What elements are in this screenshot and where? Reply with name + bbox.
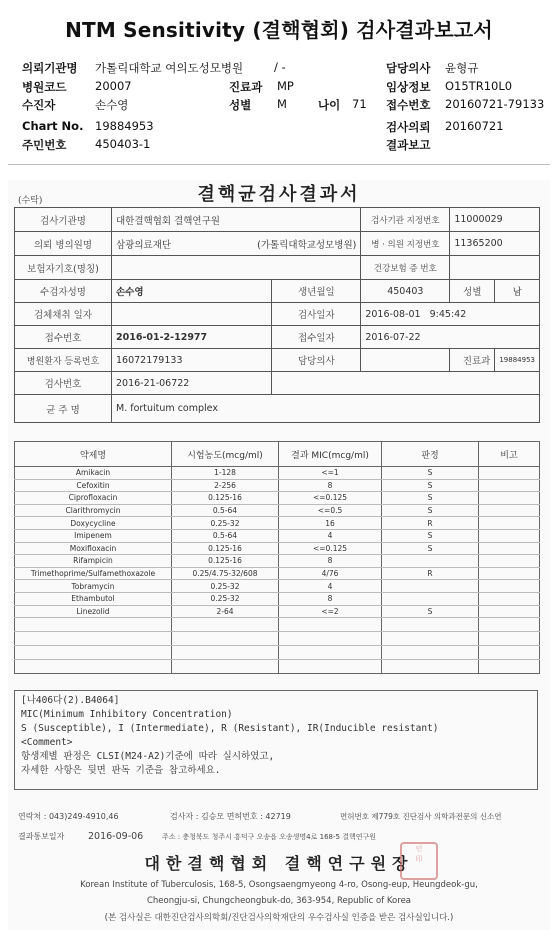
notes-code: [나406다(2).B4064] (21, 695, 120, 706)
mic-cell (479, 467, 540, 480)
species-value: M. fortuitum complex (112, 395, 540, 423)
mic-cell: 0.25/4.75-32/608 (172, 567, 279, 580)
mic-cell (279, 646, 382, 660)
footer-report-date-label: 결과통보일자 (18, 832, 65, 841)
birth-label: 생년월일 (272, 280, 361, 303)
age-value: 71 (352, 97, 367, 111)
mic-cell: 1-128 (172, 467, 279, 480)
mic-cell: Ethambutol (15, 592, 172, 605)
notes-box (14, 690, 538, 790)
recv-date-label: 접수일자 (272, 326, 361, 349)
mic-cell: 0.125-16 (172, 492, 279, 505)
address-en: Cheongju-si, Chungcheongbuk-do, 363-954, Republic of Korea (146, 896, 412, 906)
sex-value: M (277, 97, 287, 111)
mic-row-empty (15, 646, 540, 660)
mic-cell: Moxifloxacin (15, 542, 172, 555)
health-value (450, 256, 540, 280)
mic-cell: Tobramycin (15, 580, 172, 593)
mic-cell: S (382, 605, 479, 618)
mic-cell: 0.25-32 (172, 517, 279, 530)
mic-cell: S (382, 467, 479, 480)
mic-row (15, 567, 540, 580)
mic-cell (279, 618, 382, 632)
insured-label: 보험자기호(명칭) (15, 256, 112, 280)
recv-date-value: 2016-07-22 (361, 326, 540, 349)
req-hosp-sub: (가톨릭대학교성모병원) (257, 239, 357, 251)
species-label: 균 주 명 (15, 395, 112, 423)
mic-cell: 8 (279, 555, 382, 568)
mic-cell: 4 (279, 529, 382, 542)
test-date-cell (361, 303, 540, 326)
mic-cell (479, 492, 540, 505)
mic-cell: S (382, 529, 479, 542)
mic-cell (382, 618, 479, 632)
mic-cell: Clarithromycin (15, 504, 172, 517)
mic-cell (479, 567, 540, 580)
mic-cell (479, 555, 540, 568)
mic-cell (479, 504, 540, 517)
mic-cell: 0.25-32 (172, 592, 279, 605)
notes-comment-2: 자세한 사항은 뒷면 판독 기준을 참고하세요. (21, 765, 221, 776)
mic-header-result: 결과 MIC(mcg/ml) (279, 442, 382, 467)
institute-name-en: Korean Institute of Tuberculosis, 168-5, Osongsaengmyeong 4-ro, Osong-eup, Heungdeok-gu, (80, 880, 478, 890)
mic-cell: R (382, 567, 479, 580)
test-no-value: 2016-21-06722 (112, 372, 272, 395)
mic-cell: Amikacin (15, 467, 172, 480)
mic-cell: S (382, 492, 479, 505)
mic-cell (382, 580, 479, 593)
mic-cell (479, 632, 540, 646)
chart-value: 19884953 (95, 119, 154, 133)
hosp-no-value: 11365200 (450, 232, 540, 256)
mic-table (14, 441, 540, 674)
report-label: 결과보고 (386, 138, 431, 152)
mic-cell (479, 542, 540, 555)
mic-cell (479, 529, 540, 542)
collect-label: 검체채취 일자 (15, 303, 112, 326)
age-label: 나이 (318, 98, 341, 112)
footer-examiner: 검사자 : 김승모 면허번호 : 42719 (170, 812, 291, 821)
hosp-code-value: 20007 (95, 79, 132, 93)
mic-cell (479, 580, 540, 593)
clinical-label: 임상정보 (386, 80, 431, 94)
mic-cell: 4 (279, 580, 382, 593)
mic-cell (479, 660, 540, 674)
test-date-label: 검사일자 (272, 303, 361, 326)
mic-cell: <=0.125 (279, 542, 382, 555)
health-label: 건강보험 증 번호 (361, 256, 450, 280)
mic-cell: <=0.125 (279, 492, 382, 505)
mic-cell: 8 (279, 592, 382, 605)
req-date-label: 검사의뢰 (386, 120, 431, 134)
mic-row (15, 592, 540, 605)
mic-cell: S (382, 542, 479, 555)
mic-cell (15, 618, 172, 632)
footer-report-date: 2016-09-06 (88, 831, 144, 842)
test-date-value: 2016-08-01 (365, 308, 421, 320)
notes-comment-1: 항생제별 판정은 CLSI(M24-A2)기준에 따라 실시하였고, (21, 751, 275, 762)
receipt-value: 20160721-79133 (445, 97, 545, 111)
mic-cell: 0.5-64 (172, 504, 279, 517)
reg-no-label: 병원환자 등록번호 (15, 349, 112, 372)
org-value: 대한결핵협회 결핵연구원 (112, 208, 361, 232)
mic-cell: <=0.5 (279, 504, 382, 517)
req-hosp-value: 삼광의료재단 (116, 239, 172, 251)
mic-cell (172, 646, 279, 660)
mic-cell (382, 592, 479, 605)
chart-label: Chart No. (22, 119, 84, 133)
mic-cell (172, 632, 279, 646)
mic-cell: 0.125-16 (172, 555, 279, 568)
mic-cell: Imipenem (15, 529, 172, 542)
footer-license: 면허번호 제779호 진단검사 의학과전문의 신소연 (340, 812, 502, 821)
rrn-value: 450403-1 (95, 137, 151, 151)
mic-cell: Linezolid (15, 605, 172, 618)
mic-cell: 4/76 (279, 567, 382, 580)
mic-cell (172, 660, 279, 674)
mic-header-remarks: 비고 (479, 442, 540, 467)
hosp-no-label: 병 · 의원 지정번호 (361, 232, 450, 256)
mic-header-conc: 시험농도(mcg/ml) (172, 442, 279, 467)
rrn-label: 주민번호 (22, 138, 67, 152)
name-label: 수검자성명 (15, 280, 112, 303)
patient-value: 손수영 (95, 98, 129, 112)
dept-value-scan: 19884953 (495, 349, 540, 372)
mic-cell (382, 555, 479, 568)
mic-cell: 2-256 (172, 479, 279, 492)
mic-row-empty (15, 632, 540, 646)
mic-cell (479, 618, 540, 632)
mic-cell: Rifampicin (15, 555, 172, 568)
mic-row (15, 479, 540, 492)
sex-value-scan: 남 (495, 280, 540, 303)
mic-cell: <=1 (279, 467, 382, 480)
mic-cell (479, 592, 540, 605)
designated-value: 11000029 (450, 208, 540, 232)
req-hosp-cell (112, 232, 361, 256)
reg-no-value: 16072179133 (112, 349, 272, 372)
scan-title: 결핵균검사결과서 (197, 184, 361, 205)
patient-label: 수진자 (22, 98, 56, 112)
mic-cell: 16 (279, 517, 382, 530)
dept-value: MP (277, 79, 294, 93)
mic-cell: S (382, 479, 479, 492)
test-no-blank (272, 372, 540, 395)
receipt-value-scan: 2016-01-2-12977 (112, 326, 272, 349)
mic-cell (479, 479, 540, 492)
mic-row (15, 504, 540, 517)
hosp-code-label: 병원코드 (22, 80, 67, 94)
mic-cell (172, 618, 279, 632)
mic-cell (382, 660, 479, 674)
req-org-value: 가톨릭대학교 여의도성모병원 (95, 61, 244, 75)
dept-label-scan: 진료과 (450, 349, 495, 372)
name-value: 손수영 (112, 280, 272, 303)
mic-cell (479, 646, 540, 660)
clinical-value: O15TR10L0 (445, 79, 513, 93)
sex-label: 성별 (229, 98, 252, 112)
sex-label-scan: 성별 (450, 280, 495, 303)
receipt-label: 접수번호 (386, 98, 431, 112)
mic-cell: 2-64 (172, 605, 279, 618)
mic-cell: Doxycycline (15, 517, 172, 530)
doctor-label: 담당의사 (386, 61, 431, 75)
patient-info-table (14, 207, 540, 423)
designated-label: 검사기관 지정번호 (361, 208, 450, 232)
mic-row (15, 492, 540, 505)
mic-cell: R (382, 517, 479, 530)
mic-cell: 8 (279, 479, 382, 492)
mic-cell: Trimethoprime/Sulfamethoxazole (15, 567, 172, 580)
doctor-value-scan (361, 349, 450, 372)
mic-cell (279, 632, 382, 646)
mic-row (15, 542, 540, 555)
institute-name-ko: 대한결핵협회 결핵연구원장 (144, 854, 414, 873)
mic-row (15, 555, 540, 568)
mic-cell (15, 646, 172, 660)
mic-row (15, 580, 540, 593)
mic-cell (15, 632, 172, 646)
mic-cell: 0.25-32 (172, 580, 279, 593)
mic-cell (479, 517, 540, 530)
report-title: NTM Sensitivity (결핵협회) 검사결과보고서 (65, 18, 493, 42)
collect-value (112, 303, 272, 326)
req-hosp-label: 의뢰 병의원명 (15, 232, 112, 256)
req-org-label: 의뢰기관명 (22, 61, 78, 75)
mic-cell: <=2 (279, 605, 382, 618)
doctor-label-scan: 담당의사 (272, 349, 361, 372)
test-time-value: 9:45:42 (429, 308, 467, 320)
mic-cell: 0.125-16 (172, 542, 279, 555)
header-divider (8, 164, 550, 165)
mic-header-judgment: 판정 (382, 442, 479, 467)
test-no-label: 검사번호 (15, 372, 112, 395)
notes-legend: S (Susceptible), I (Intermediate), R (Resistant), IR(Inducible resistant) (21, 723, 439, 734)
mic-cell (479, 605, 540, 618)
mic-cell: Ciprofloxacin (15, 492, 172, 505)
consignment-mark: (수탁) (18, 196, 43, 206)
org-label: 검사기관명 (15, 208, 112, 232)
mic-cell: 0.5-64 (172, 529, 279, 542)
footer-phone: 연락처 : 043)249-4910,46 (18, 812, 119, 821)
notes-mic: MIC(Minimum Inhibitory Concentration) (21, 709, 233, 720)
doctor-value: 윤형규 (445, 61, 479, 75)
mic-row-empty (15, 618, 540, 632)
req-date-value: 20160721 (445, 119, 504, 133)
birth-value: 450403 (361, 280, 450, 303)
req-org-extra: / - (274, 60, 286, 74)
mic-row (15, 605, 540, 618)
mic-cell (382, 646, 479, 660)
mic-cell (382, 632, 479, 646)
insured-value (112, 256, 361, 280)
mic-row (15, 517, 540, 530)
mic-cell (279, 660, 382, 674)
receipt-label-scan: 접수번호 (15, 326, 112, 349)
mic-row (15, 529, 540, 542)
notes-comment-label: <Comment> (21, 737, 73, 748)
certification-note: (본 검사실은 대한진단검사의학회/진단검사의학재단의 우수검사실 인증을 받은 검사실입니다.) (104, 913, 454, 923)
official-seal: 인 印 (400, 842, 438, 880)
mic-row-empty (15, 660, 540, 674)
dept-label: 진료과 (229, 80, 263, 94)
mic-row (15, 467, 540, 480)
mic-header-drug: 약제명 (15, 442, 172, 467)
footer-address-ko: 주소 : 충청북도 청주시 흥덕구 오송읍 오송생명4로 168-5 결핵연구원 (162, 833, 377, 841)
mic-cell (15, 660, 172, 674)
mic-cell: Cefoxitin (15, 479, 172, 492)
mic-cell: S (382, 504, 479, 517)
